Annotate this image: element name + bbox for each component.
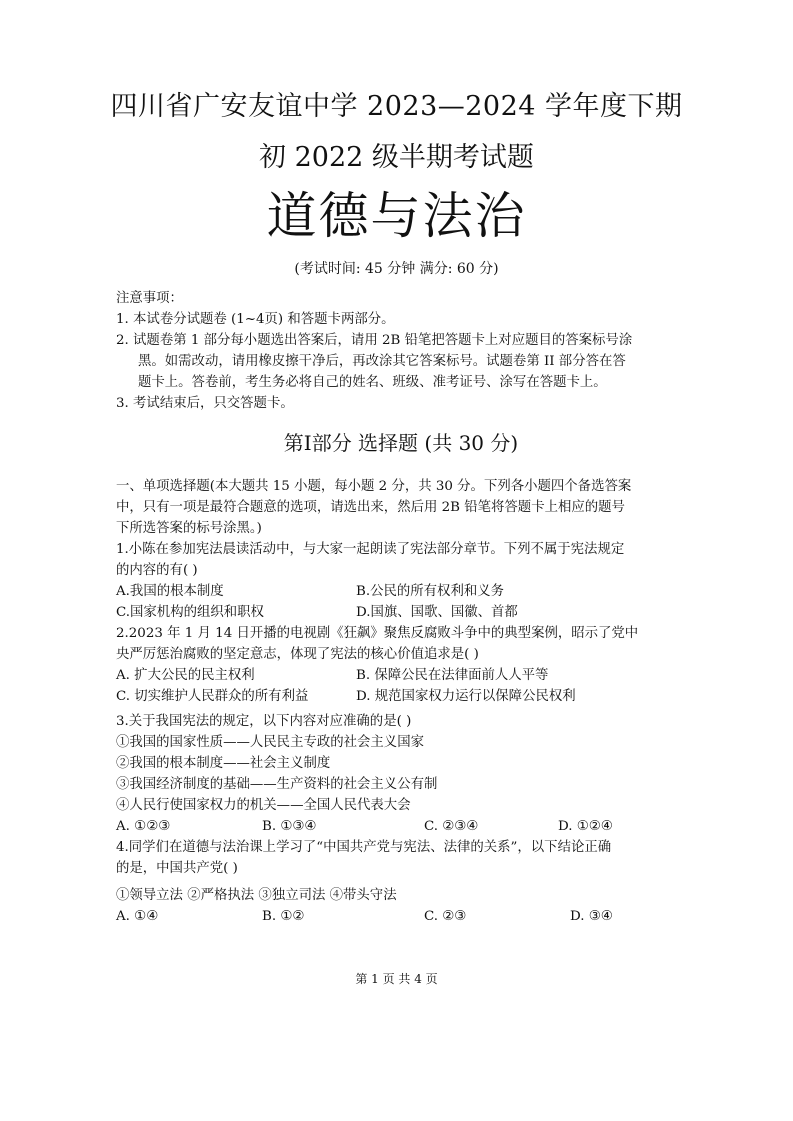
exam-content <box>116 288 686 927</box>
option-a: A. 扩大公民的民主权利 <box>116 668 255 683</box>
question-4 <box>116 837 686 927</box>
statement-item: ④人民行使国家权力的机关——全国人民代表大会 <box>116 798 411 813</box>
question-stem-line: 2.2023 年 1 月 14 日开播的电视剧《狂飙》聚焦反腐败斗争中的典型案例，昭示了党中 <box>116 626 639 641</box>
instruction-line-1: 一、单项选择题(本大题共 15 小题，每小题 2 分，共 30 分。下列各小题四个备选答案 <box>116 479 632 494</box>
option-a: A.我国的根本制度 <box>116 584 224 599</box>
option-a: A. ①②③ <box>116 819 171 834</box>
option-d: D. 规范国家权力运行以保障公民权利 <box>356 689 576 704</box>
question-2 <box>116 623 686 707</box>
school-title: 四川省广安友谊中学 2023—2024 学年度下期 <box>110 91 683 122</box>
options-row <box>116 581 686 602</box>
options-row <box>116 906 686 927</box>
page-footer: 第 1 页 共 4 页 <box>355 972 438 986</box>
question-stem-line: 的是，中国共产党( ) <box>116 861 238 876</box>
statement-items-line: ①领导立法 ②严格执法 ③独立司法 ④带头守法 <box>116 888 397 903</box>
notes-line-3: 黑。如需改动，请用橡皮擦干净后，再改涂其它答案标号。试题卷第 II 部分答在答 <box>138 354 626 369</box>
options-row <box>116 686 686 707</box>
instruction-line-3: 下所选答案的标号涂黑。) <box>116 521 262 536</box>
notes-line-2: 2. 试题卷第 1 部分每小题选出答案后，请用 2B 铅笔把答题卡上对应题目的答案标号涂 <box>116 333 633 348</box>
question-stem-line: 1.小陈在参加宪法晨读活动中，与大家一起朗读了宪法部分章节。下列不属于宪法规定 <box>116 542 625 557</box>
statement-item: ①我国的国家性质——人民民主专政的社会主义国家 <box>116 735 424 750</box>
notes-label: 注意事项： <box>116 291 183 306</box>
exam-info: (考试时间: 45 分钟 满分: 60 分) <box>294 261 499 277</box>
notes-line-1: 1. 本试卷分试题卷 (1~4页) 和答题卡两部分。 <box>116 312 395 327</box>
option-d: D. ①②④ <box>558 819 613 834</box>
instruction-line-2: 中，只有一项是最符合题意的选项，请选出来，然后用 2B 铅笔将答题卡上相应的题号 <box>116 500 625 515</box>
option-d: D.国旗、国歌、国徽、首都 <box>356 605 518 620</box>
options-row <box>116 665 686 686</box>
statement-item: ②我国的根本制度——社会主义制度 <box>116 756 331 771</box>
exam-title: 初 2022 级半期考试题 <box>259 142 534 173</box>
option-c: C. 切实维护人民群众的所有利益 <box>116 689 309 704</box>
options-row <box>116 816 686 837</box>
notes-line-5: 3. 考试结束后，只交答题卡。 <box>116 396 294 411</box>
option-c: C. ②③④ <box>424 819 479 834</box>
option-c: C. ②③ <box>424 909 467 924</box>
option-b: B. ①③④ <box>262 819 317 834</box>
option-a: A. ①④ <box>116 909 159 924</box>
subject-title: 道德与法治 <box>266 187 527 245</box>
section-title: 第Ⅰ部分 选择题 (共 30 分) <box>283 431 519 455</box>
option-b: B. ①② <box>262 909 305 924</box>
question-stem-line: 央严厉惩治腐败的坚定意志，体现了宪法的核心价值追求是( ) <box>116 647 479 662</box>
question-stem-line: 3.关于我国宪法的规定，以下内容对应准确的是( ) <box>116 714 412 729</box>
question-1 <box>116 539 686 623</box>
question-3 <box>116 711 686 837</box>
option-c: C.国家机构的组织和职权 <box>116 605 264 620</box>
question-stem-line: 4.同学们在道德与法治课上学习了“中国共产党与宪法、法律的关系”，以下结论正确 <box>116 840 612 855</box>
options-row <box>116 602 686 623</box>
statement-item: ③我国经济制度的基础——生产资料的社会主义公有制 <box>116 777 438 792</box>
notes-line-4: 题卡上。答卷前，考生务必将自己的姓名、班级、准考证号、涂写在答题卡上。 <box>138 375 607 390</box>
question-stem-line: 的内容的有( ) <box>116 563 198 578</box>
option-b: B.公民的所有权利和义务 <box>356 584 505 599</box>
option-b: B. 保障公民在法律面前人人平等 <box>356 668 549 683</box>
option-d: D. ③④ <box>570 909 613 924</box>
